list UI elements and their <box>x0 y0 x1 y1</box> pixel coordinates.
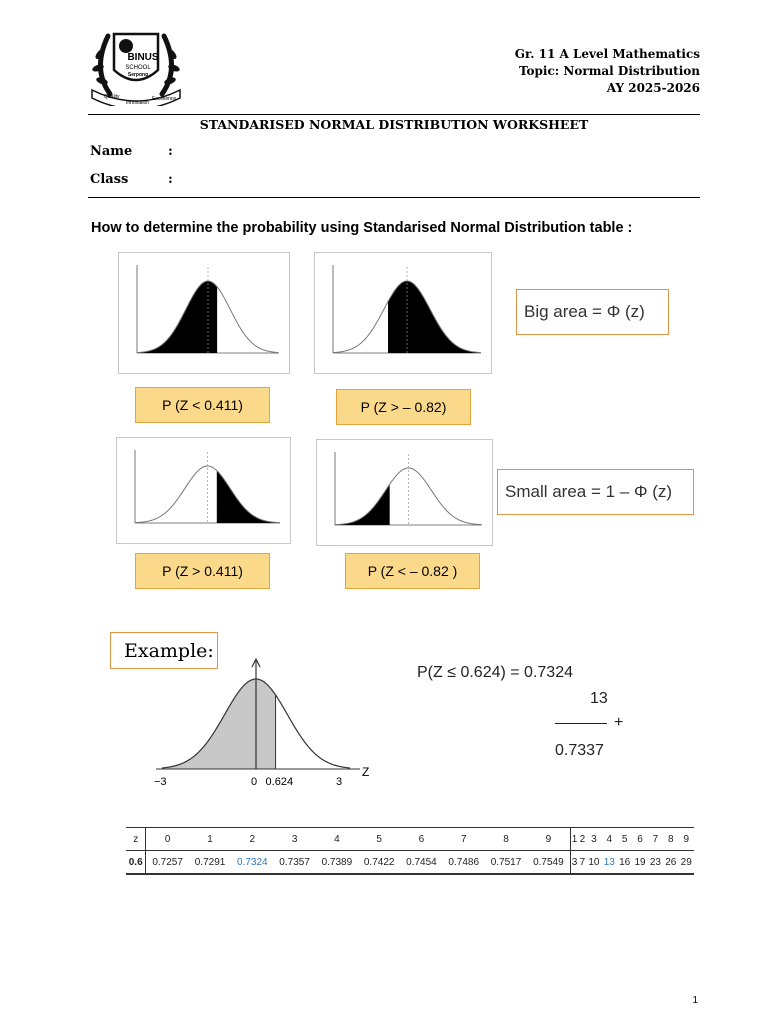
table-header-cell: 1 <box>189 828 231 851</box>
normal-curve-graph-2 <box>315 253 491 373</box>
name-colon: : <box>168 144 173 159</box>
table-header-cell: 3 <box>273 828 315 851</box>
binus-school-logo <box>88 24 184 106</box>
table-header-cell: 2 <box>231 828 273 851</box>
page-number: 1 <box>692 995 698 1006</box>
table-header-cell: 7 <box>443 828 485 851</box>
example-curve-graph <box>150 655 370 790</box>
table-header-cell: 0 <box>146 828 189 851</box>
table-header-cell: 9 <box>678 828 694 851</box>
table-header-cell: 5 <box>358 828 400 851</box>
class-label: Class <box>90 172 129 187</box>
table-header-cell: 9 <box>527 828 570 851</box>
howto-heading: How to determine the probability using Standarised Normal Distribution table : <box>91 220 633 236</box>
plus-sign: + <box>614 714 624 731</box>
table-header-cell: 4 <box>602 828 617 851</box>
header-divider <box>88 114 700 115</box>
z-table <box>126 827 694 875</box>
logo-campus: Serpong <box>127 72 149 78</box>
topic-title: Topic: Normal Distribution <box>518 64 700 78</box>
prob-label-3: P (Z > 0.411) <box>135 553 270 589</box>
table-header-cell: 4 <box>316 828 358 851</box>
example-label: Example: <box>110 632 218 669</box>
table-header-cell: 8 <box>485 828 527 851</box>
normal-curve-graph-4 <box>317 440 492 545</box>
table-cell: 0.7549 <box>527 851 570 875</box>
table-cell: 0.6 <box>126 851 146 875</box>
axis-label-right: 3 <box>336 776 343 788</box>
axis-label-left: −3 <box>154 776 167 788</box>
table-cell: 0.7257 <box>146 851 189 875</box>
axis-label-z-value: 0.624 <box>265 776 294 788</box>
table-header-row <box>126 828 694 851</box>
table-cell: 0.7422 <box>358 851 400 875</box>
graph-panel-4 <box>316 439 493 546</box>
sum-line <box>555 723 607 724</box>
logo-name: BINUS <box>127 52 159 63</box>
table-cell: 23 <box>648 851 663 875</box>
table-cell: 3 <box>570 851 578 875</box>
table-cell: 0.7324 <box>231 851 273 875</box>
class-colon: : <box>168 172 173 187</box>
table-cell: 10 <box>586 851 601 875</box>
logo-motto-3: Excellence <box>152 96 177 102</box>
graph-panel-2 <box>314 252 492 374</box>
normal-curve <box>135 466 279 523</box>
table-header-cell: 1 <box>570 828 578 851</box>
academic-year: AY 2025-2026 <box>606 81 700 95</box>
fields-divider <box>88 197 700 198</box>
shaded-area <box>137 281 217 353</box>
prob-label-1: P (Z < 0.411) <box>135 387 270 423</box>
normal-curve <box>335 468 481 525</box>
table-header-cell: 5 <box>617 828 632 851</box>
table-header-cell: 6 <box>400 828 442 851</box>
table-cell: 0.7389 <box>316 851 358 875</box>
table-cell: 0.7486 <box>443 851 485 875</box>
course-title: Gr. 11 A Level Mathematics <box>514 47 700 61</box>
logo-motto-1: Quality <box>104 94 120 100</box>
shaded-area <box>217 471 280 523</box>
table-cell: 0.7291 <box>189 851 231 875</box>
small-area-box: Small area = 1 – Φ (z) <box>497 469 694 515</box>
table-header-cell: 7 <box>648 828 663 851</box>
table-header-cell: 3 <box>586 828 601 851</box>
table-cell: 26 <box>663 851 678 875</box>
example-result: 0.7337 <box>555 742 604 759</box>
header-info <box>515 46 700 97</box>
logo-motto-2: Innovation <box>126 100 150 106</box>
graph-panel-3 <box>116 437 291 544</box>
worksheet-title: STANDARISED NORMAL DISTRIBUTION WORKSHEET <box>199 117 589 132</box>
table-cell: 0.7357 <box>273 851 315 875</box>
prob-label-4: P (Z < – 0.82 ) <box>345 553 480 589</box>
table-cell: 13 <box>602 851 617 875</box>
normal-curve-graph-1 <box>119 253 289 373</box>
axis-label-zero: 0 <box>251 776 258 788</box>
table-cell: 16 <box>617 851 632 875</box>
example-addend: 13 <box>590 690 608 707</box>
table-row <box>126 851 694 875</box>
table-cell: 19 <box>632 851 647 875</box>
logo-sub: SCHOOL <box>125 65 151 71</box>
graph-panel-1 <box>118 252 290 374</box>
table-cell: 0.7517 <box>485 851 527 875</box>
table-cell: 0.7454 <box>400 851 442 875</box>
prob-label-2: P (Z > – 0.82) <box>336 389 471 425</box>
table-cell: 7 <box>579 851 587 875</box>
table-header-cell: 8 <box>663 828 678 851</box>
table-header-cell: 2 <box>579 828 587 851</box>
table-header-cell: 6 <box>632 828 647 851</box>
table-header-cell: z <box>126 828 146 851</box>
axis-name: Z <box>362 765 370 779</box>
big-area-box: Big area = Φ (z) <box>516 289 669 335</box>
name-label: Name <box>90 144 133 159</box>
shaded-area <box>335 484 390 525</box>
normal-curve-graph-3 <box>117 438 290 543</box>
example-equation: P(Z ≤ 0.624) = 0.7324 <box>417 664 573 681</box>
table-cell: 29 <box>678 851 694 875</box>
